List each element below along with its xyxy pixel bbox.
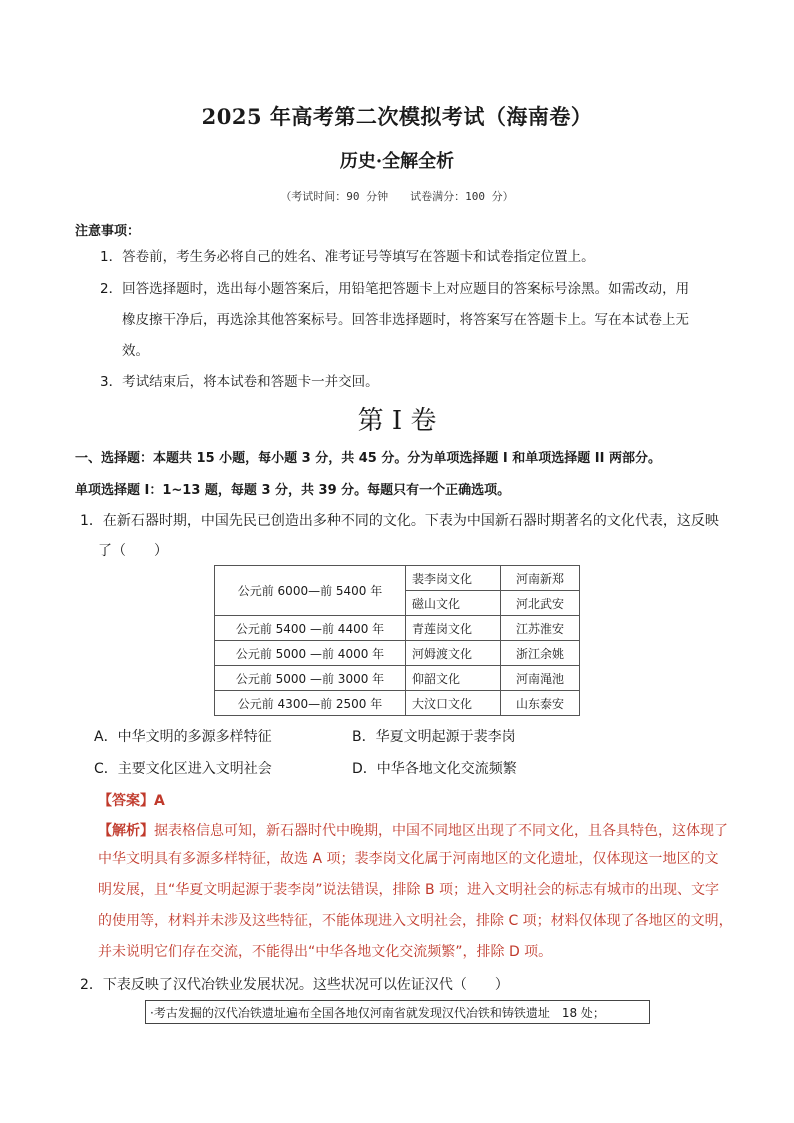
part-intro: 一、选择题：本题共 15 小题，每小题 3 分，共 45 分。分为单项选择题 I 和单项选择题 II 两部分。 — [75, 451, 661, 466]
period-cell: 公元前 5000 —前 4000 年 — [215, 641, 406, 666]
q1-answer — [98, 790, 165, 810]
culture-cell: 青莲岗文化 — [406, 616, 501, 641]
culture-cell: 大汶口文化 — [406, 691, 501, 716]
culture-cell: 裴李岗文化 — [406, 566, 501, 591]
q1-analysis-line-2: 中华文明具有多源多样特征，故选 A 项；裴李岗文化属于河南地区的文化遗址，仅体现这一地区的文 — [98, 851, 719, 867]
table-row — [215, 566, 580, 591]
q1-analysis-line-4: 的使用等，材料并未涉及这些特征，不能体现进入文明社会，排除 C 项；材料仅体现了各地区的文明， — [98, 913, 733, 929]
section-title: 第 I 卷 — [357, 406, 437, 436]
place-cell: 浙江余姚 — [501, 641, 580, 666]
place-cell: 河南渑池 — [501, 666, 580, 691]
period-cell: 公元前 5400 —前 4400 年 — [215, 616, 406, 641]
part1-intro: 单项选择题 I：1~13 题，每题 3 分，共 39 分。每题只有一个正确选项。 — [75, 483, 511, 498]
table-row — [215, 666, 580, 691]
q1-option-a[interactable]: A．中华文明的多源多样特征 — [94, 729, 272, 745]
q1-option-b[interactable]: B．华夏文明起源于裴李岗 — [352, 729, 516, 745]
note-item-2-cont: 橡皮擦干净后，再选涂其他答案标号。回答非选择题时，将答案写在答题卡上。写在本试卷上无 — [122, 312, 689, 328]
note-item-2: 2．回答选择题时，选出每小题答案后，用铅笔把答题卡上对应题目的答案标号涂黑。如需改动，用 — [100, 281, 690, 297]
note-item-1: 1．答卷前，考生务必将自己的姓名、准考证号等填写在答题卡和试卷指定位置上。 — [100, 249, 595, 265]
q2-stem: 2．下表反映了汉代冶铁业发展状况。这些状况可以佐证汉代（ ） — [80, 977, 509, 993]
note-item-2-end: 效。 — [122, 343, 149, 359]
document-title: 2025 年高考第二次模拟考试（海南卷） — [201, 104, 593, 129]
document-subtitle: 历史·全解全析 — [339, 151, 455, 172]
q1-option-c[interactable]: C．主要文化区进入文明社会 — [94, 761, 272, 777]
place-cell: 江苏淮安 — [501, 616, 580, 641]
note-item-3: 3．考试结束后，将本试卷和答题卡一并交回。 — [100, 374, 379, 390]
table-row — [215, 616, 580, 641]
analysis-text: 据表格信息可知，新石器时代中晚期，中国不同地区出现了不同文化，且各具特色，这体现了 — [154, 823, 728, 839]
q1-stem: 1．在新石器时期，中国先民已创造出多种不同的文化。下表为中国新石器时期著名的文化代表，这反映 — [80, 513, 719, 529]
culture-cell: 磁山文化 — [406, 591, 501, 616]
place-cell: 河北武安 — [501, 591, 580, 616]
place-cell: 山东泰安 — [501, 691, 580, 716]
table-row — [215, 691, 580, 716]
table-row — [215, 641, 580, 666]
q1-stem-cont: 了（ ） — [98, 543, 168, 559]
q1-analysis-line-3: 明发展，且“华夏文明起源于裴李岗”说法错误，排除 B 项；进入文明社会的标志有城市的出现、文字 — [98, 882, 720, 898]
period-cell: 公元前 4300—前 2500 年 — [215, 691, 406, 716]
culture-cell: 仰韶文化 — [406, 666, 501, 691]
answer-value: A — [154, 793, 165, 809]
q1-analysis-line-1 — [98, 820, 728, 840]
period-cell: 公元前 5000 —前 3000 年 — [215, 666, 406, 691]
q1-analysis-line-5: 并未说明它们存在交流，不能得出“中华各地文化交流频繁”，排除 D 项。 — [98, 944, 553, 960]
answer-tag: 【答案】 — [98, 793, 154, 809]
q2-table-row: ·考古发掘的汉代冶铁遗址遍布全国各地仅河南省就发现汉代冶铁和铸铁遗址 18 处； — [145, 1000, 650, 1024]
culture-cell: 河姆渡文化 — [406, 641, 501, 666]
notes-heading: 注意事项： — [75, 224, 141, 239]
culture-table — [214, 565, 580, 716]
period-cell: 公元前 6000—前 5400 年 — [215, 566, 406, 616]
exam-info: （考试时间：90 分钟 试卷满分：100 分） — [280, 190, 514, 203]
analysis-tag: 【解析】 — [98, 823, 154, 839]
place-cell: 河南新郑 — [501, 566, 580, 591]
q1-option-d[interactable]: D．中华各地文化交流频繁 — [352, 761, 517, 777]
